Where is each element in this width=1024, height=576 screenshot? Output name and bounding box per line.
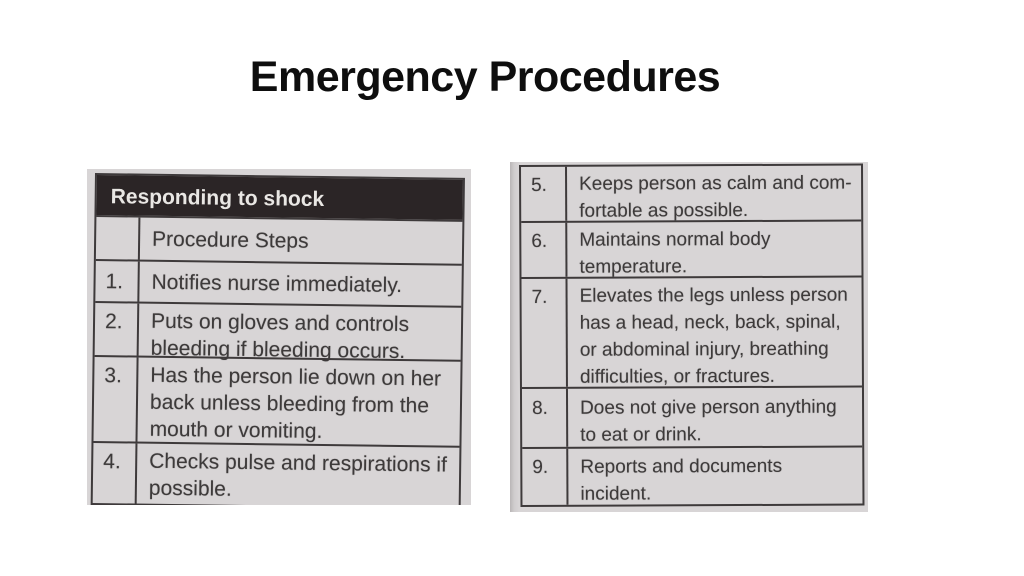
table-row — [522, 386, 862, 447]
table-column-header-row — [96, 215, 463, 264]
responding-to-shock-table — [91, 173, 465, 505]
left-table-scan-image — [87, 169, 471, 505]
step-number-cell: 9. — [522, 449, 568, 505]
step-number-cell — [96, 217, 141, 260]
responding-to-shock-table-continued — [519, 163, 864, 506]
table-row — [521, 220, 861, 277]
table-header-bar: Responding to shock — [96, 175, 462, 220]
step-number-cell: 3. — [93, 357, 138, 442]
step-number-cell: 6. — [521, 223, 567, 277]
step-number-cell: 4. — [93, 443, 138, 504]
step-number-cell: 7. — [521, 279, 567, 387]
table-row — [95, 301, 462, 364]
table-row — [522, 446, 862, 505]
step-number-cell: 1. — [95, 261, 140, 302]
table-row — [521, 166, 861, 221]
table-row — [93, 355, 460, 446]
step-text-cell: Checks pulse and respirations if possible. — [148, 449, 448, 501]
step-text-cell: Elevates the legs unless person has a head, neck, back, spinal, or abdominal injury, breathing difficulties, or fractures. — [579, 284, 848, 388]
step-number-cell: 5. — [521, 167, 567, 221]
step-text-cell: Does not give person anything to eat or drink. — [580, 396, 837, 446]
step-text-cell: Maintains normal body temperature. — [579, 228, 771, 278]
table-row — [95, 259, 462, 306]
column-header: Procedure Steps — [151, 227, 309, 253]
step-number-cell: 2. — [95, 303, 140, 356]
step-text-cell: Puts on gloves and controls bleeding if bleeding occurs. — [150, 309, 410, 364]
page-title: Emergency Procedures — [249, 53, 721, 101]
step-text-cell: Reports and documents incident. — [580, 455, 783, 505]
table-row — [521, 276, 861, 387]
table-row — [93, 441, 460, 505]
right-table-scan-image — [510, 162, 868, 512]
step-text-cell: Has the person lie down on her back unless bleeding from the mouth or vomiting. — [149, 363, 442, 443]
step-text-cell: Keeps person as calm and com- fortable as possible. — [579, 172, 852, 222]
step-text-cell: Notifies nurse immediately. — [151, 270, 403, 298]
step-number-cell: 8. — [522, 389, 568, 447]
